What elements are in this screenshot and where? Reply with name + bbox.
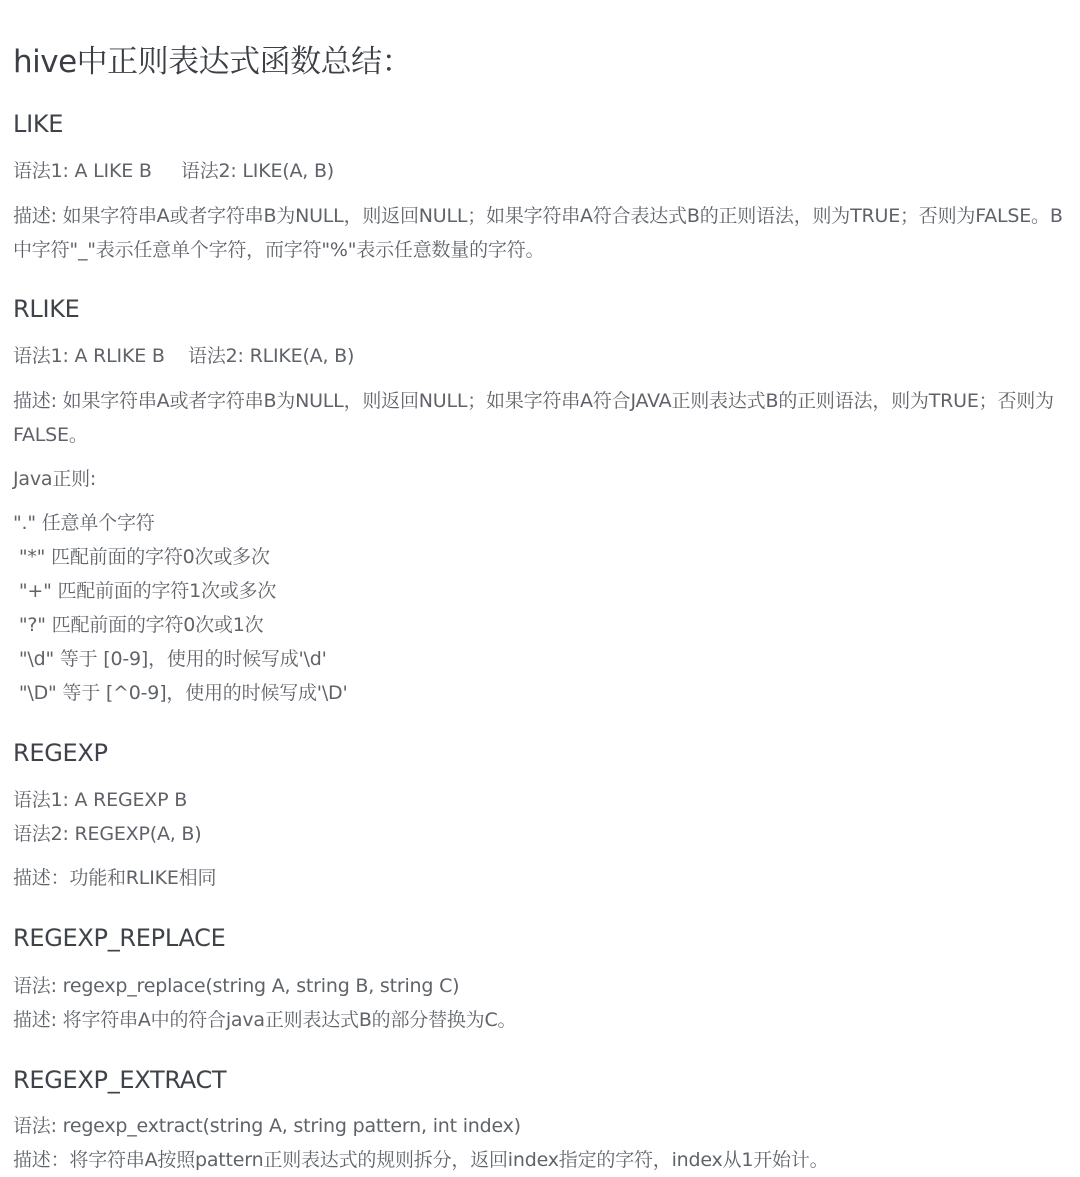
rlike-syntax: 语法1: A RLIKE B 语法2: RLIKE(A, B) [13, 345, 355, 367]
heading-regexp-replace: REGEXP_REPLACE [13, 924, 226, 952]
java-rule-line: "*" 匹配前面的字符0次或多次 [13, 546, 270, 568]
java-rule-line: "\D" 等于 [^0-9]，使用的时候写成'\D' [13, 682, 348, 704]
regexp-extract-syntax: 语法: regexp_extract(string A, string pattern, int index) [13, 1115, 521, 1137]
regexp-description: 描述：功能和RLIKE相同 [13, 867, 217, 889]
regexp-replace-syntax: 语法: regexp_replace(string A, string B, string C) [13, 975, 460, 997]
java-regex-label: Java正则: [13, 468, 97, 490]
java-rule-line: "\d" 等于 [0-9]，使用的时候写成'\d' [13, 648, 327, 670]
like-syntax: 语法1: A LIKE B 语法2: LIKE(A, B) [13, 160, 335, 182]
java-rule-line: "." 任意单个字符 [13, 512, 155, 534]
regexp-extract-description: 描述：将字符串A按照pattern正则表达式的规则拆分，返回index指定的字符，index从1开始计。 [13, 1149, 829, 1171]
heading-rlike: RLIKE [13, 295, 80, 323]
like-description: 描述: 如果字符串A或者字符串B为NULL，则返回NULL；如果字符串A符合表达式B的正则语法，则为TRUE；否则为FALSE。B中字符"_"表示任意单个字符，而字符"%"表示任意数量的字符。 [13, 205, 1063, 261]
page-title: hive中正则表达式函数总结： [13, 44, 413, 80]
regexp-syntax-2: 语法2: REGEXP(A, B) [13, 823, 202, 845]
heading-like: LIKE [13, 110, 64, 138]
java-rule-line: "?" 匹配前面的字符0次或1次 [13, 614, 264, 636]
regexp-replace-description: 描述: 将字符串A中的符合java正则表达式B的部分替换为C。 [13, 1009, 517, 1031]
heading-regexp-extract: REGEXP_EXTRACT [13, 1066, 227, 1094]
heading-regexp: REGEXP [13, 739, 108, 767]
regexp-syntax-1: 语法1: A REGEXP B [13, 789, 188, 811]
java-rule-line: "+" 匹配前面的字符1次或多次 [13, 580, 277, 602]
rlike-description: 描述: 如果字符串A或者字符串B为NULL，则返回NULL；如果字符串A符合JAVA正则表达式B的正则语法，则为TRUE；否则为FALSE。 [13, 390, 1054, 446]
